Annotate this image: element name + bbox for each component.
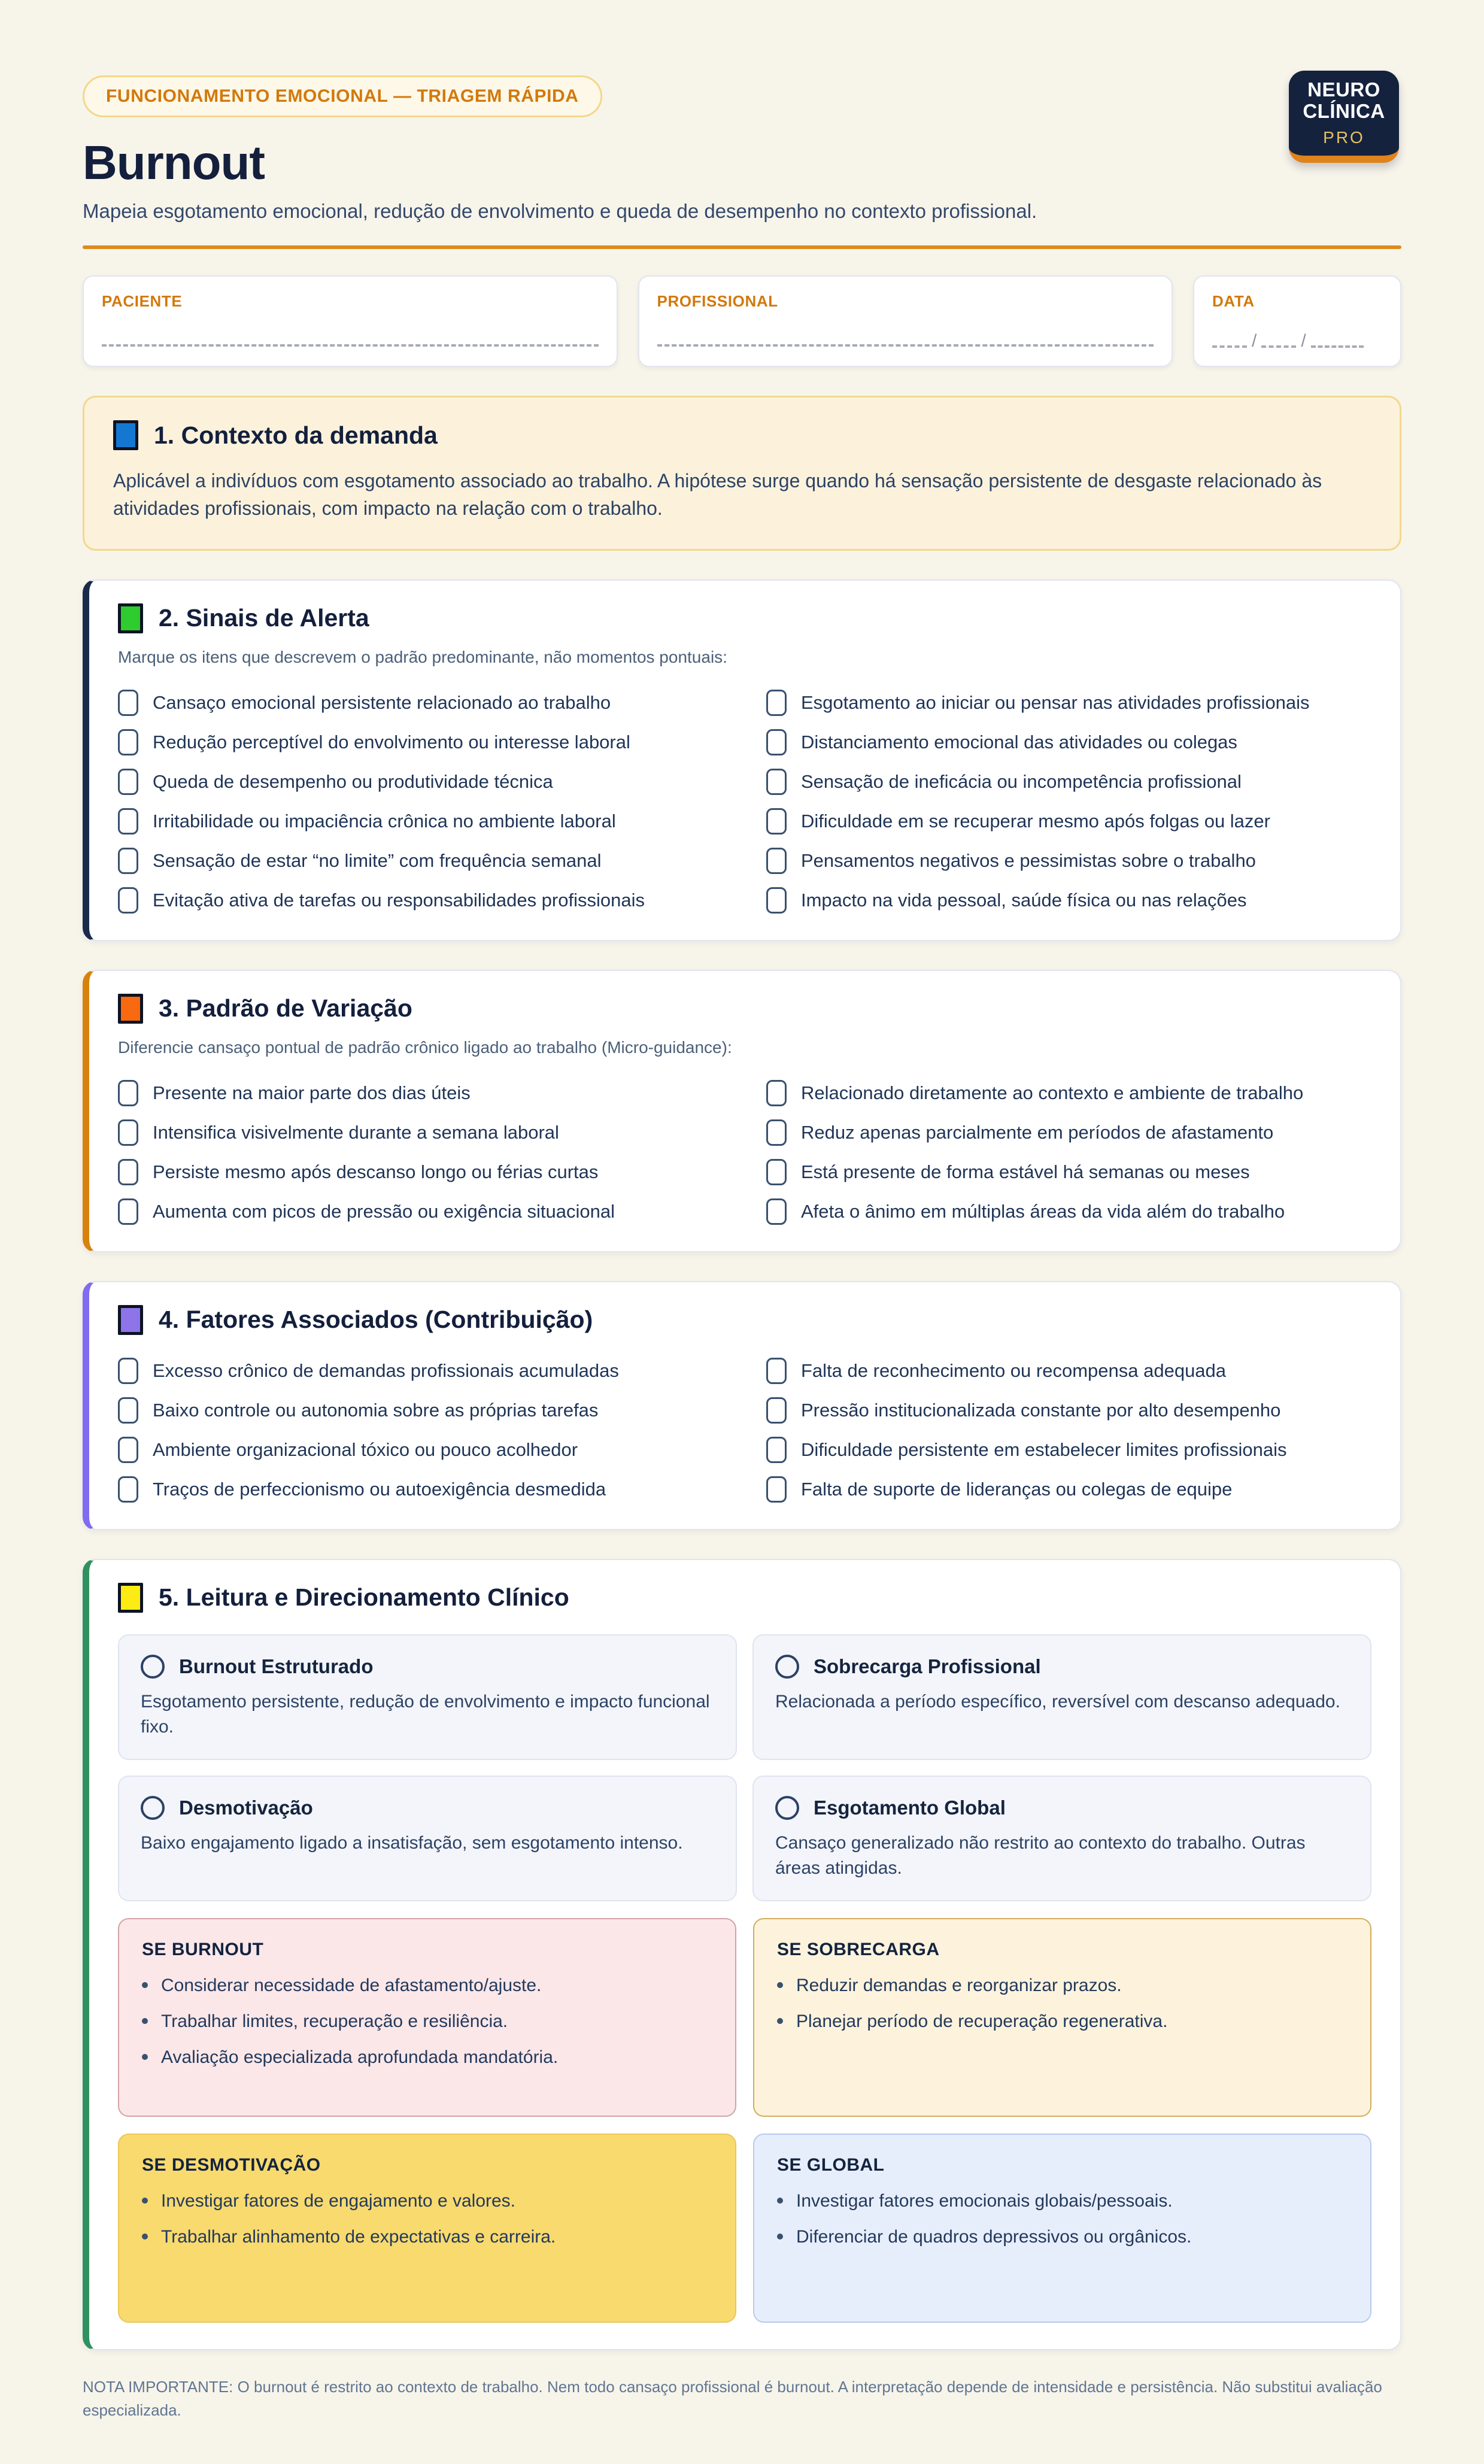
checklist-item[interactable] [118,1358,723,1384]
bullet-item [142,2225,712,2250]
section-clinical-reading [83,1559,1401,2350]
checklist-item-label: Sensação de estar “no limite” com frequência semanal [153,849,602,871]
checkbox[interactable] [118,1159,138,1185]
option-description: Cansaço generalizado não restrito ao contexto do trabalho. Outras áreas atingidas. [775,1832,1306,1878]
checklist-item-label: Dificuldade em se recuperar mesmo após folgas ou lazer [801,810,1270,832]
patient-write-line[interactable] [102,344,599,347]
clinical-options [118,1634,1371,1901]
checklist-item[interactable] [118,769,723,795]
option-header [775,1655,1349,1679]
box-bullet-list [777,2189,1348,2250]
option-title: Esgotamento Global [814,1796,1006,1819]
date-day-segment [1212,329,1247,348]
checklist-item-label: Está presente de forma estável há semanas ou meses [801,1161,1250,1182]
checklist-item-label: Distanciamento emocional das atividades ou colegas [801,731,1237,752]
checklist-item-label: Presente na maior parte dos dias úteis [153,1082,471,1103]
logo-line2: CLÍNICA [1303,100,1385,122]
professional-field-label: PROFISSIONAL [657,292,778,310]
checklist-item[interactable] [766,1198,1371,1225]
checklist-item-label: Irritabilidade ou impaciência crônica no ambiente laboral [153,810,616,832]
box-bullet-list [142,2189,712,2250]
bullet-text: Investigar fatores emocionais globais/pessoais. [796,2190,1173,2211]
checkbox[interactable] [118,808,138,835]
checkbox[interactable] [766,1119,787,1146]
checklist-item-label: Falta de reconhecimento ou recompensa adequada [801,1360,1227,1381]
checklist-item[interactable] [766,1437,1371,1463]
checkbox[interactable] [766,1358,787,1384]
bullet-text: Considerar necessidade de afastamento/ajuste. [161,1975,542,1995]
professional-write-line[interactable] [657,344,1154,347]
checklist-item[interactable] [766,1080,1371,1106]
checklist-item-label: Baixo controle ou autonomia sobre as próprias tarefas [153,1399,599,1421]
date-month-segment [1261,329,1296,348]
patient-field-label: PACIENTE [102,292,183,310]
warning-signs-checklist [118,676,1371,914]
bullet-dot [142,1982,148,1988]
box-se-sobrecarga [753,1918,1371,2117]
section-context-header [113,420,1371,450]
checklist-item[interactable] [118,1080,723,1106]
option-description: Relacionada a período específico, reversível com descanso adequado. [775,1691,1340,1712]
bullet-item [777,1973,1348,1998]
bullet-item [142,2009,712,2034]
checklist-item[interactable] [766,769,1371,795]
blue-square-icon [113,420,138,450]
checkbox[interactable] [766,690,787,716]
checklist-item[interactable] [766,848,1371,874]
bullet-item [777,2009,1348,2034]
date-field-label: DATA [1212,292,1255,310]
section-variation-header [118,994,1371,1024]
section-context-body: Aplicável a indivíduos com esgotamento associado ao trabalho. A hipótese surge quando há sensação persistente de desgaste relacionado às atividades profissionais, com impacto na relação com o trabalho. [113,470,1322,520]
logo-line1: NEURO [1307,78,1380,101]
purple-square-icon [118,1305,143,1335]
checklist-column-right [766,1345,1371,1503]
section-context [83,396,1401,551]
checklist-item-label: Evitação ativa de tarefas ou responsabilidades profissionais [153,889,645,911]
checklist-item[interactable] [118,808,723,835]
section-warning-signs-title: 2. Sinais de Alerta [159,604,369,632]
option-sobrecarga-profissional[interactable] [752,1634,1371,1760]
option-title: Sobrecarga Profissional [814,1655,1041,1677]
radio-button[interactable] [141,1655,165,1679]
checklist-column-left [118,1067,723,1225]
checklist-item-label: Traços de perfeccionismo ou autoexigência desmedida [153,1478,606,1500]
section-variation-pattern [83,970,1401,1252]
option-description: Esgotamento persistente, redução de envolvimento e impacto funcional fixo. [141,1691,710,1737]
section-factors-title: 4. Fatores Associados (Contribuição) [159,1306,593,1334]
checklist-item-label: Falta de suporte de lideranças ou colegas de equipe [801,1478,1233,1500]
checkbox[interactable] [766,887,787,914]
checkbox[interactable] [766,1080,787,1106]
section-variation-guidance: Diferencie cansaço pontual de padrão crônico ligado ao trabalho (Micro-guidance): [118,1037,732,1057]
orange-square-icon [118,994,143,1024]
date-field[interactable] [1193,275,1401,367]
box-bullet-list [142,1973,712,2070]
checklist-column-right [766,1067,1371,1225]
checkbox[interactable] [766,1476,787,1503]
checklist-item-label: Cansaço emocional persistente relacionado ao trabalho [153,691,611,713]
bullet-item [142,2189,712,2214]
checklist-item[interactable] [118,1159,723,1185]
checklist-item-label: Pressão institucionalizada constante por alto desempenho [801,1399,1281,1421]
checkbox[interactable] [118,1198,138,1225]
checklist-item[interactable] [766,1119,1371,1146]
checklist-item-label: Afeta o ânimo em múltiplas áreas da vida além do trabalho [801,1200,1285,1222]
checkbox[interactable] [118,729,138,755]
checklist-item[interactable] [118,729,723,755]
checklist-item[interactable] [766,1476,1371,1503]
option-esgotamento-global[interactable] [752,1776,1371,1901]
option-header [141,1796,714,1820]
patient-field[interactable] [83,275,618,367]
professional-field[interactable] [638,275,1173,367]
section-clinical-header [118,1583,1371,1613]
checklist-item-label: Redução perceptível do envolvimento ou interesse laboral [153,731,630,752]
date-year-segment [1311,329,1364,348]
section-clinical-title: 5. Leitura e Direcionamento Clínico [159,1583,569,1612]
checklist-column-right [766,676,1371,914]
brand-logo [1289,71,1399,163]
guidance-boxes [118,1918,1371,2323]
checklist-item-label: Intensifica visivelmente durante a semana laboral [153,1121,559,1143]
checkbox[interactable] [766,1397,787,1424]
bullet-dot [777,1982,783,1988]
checklist-item[interactable] [118,1437,723,1463]
factors-checklist [118,1345,1371,1503]
checkbox[interactable] [118,1119,138,1146]
option-description: Baixo engajamento ligado a insatisfação, sem esgotamento intenso. [141,1832,683,1853]
section-warning-signs [83,579,1401,941]
bullet-text: Trabalhar alinhamento de expectativas e carreira. [161,2226,556,2247]
box-title: SE SOBRECARGA [777,1939,940,1959]
checkbox[interactable] [118,1397,138,1424]
checklist-item[interactable] [118,887,723,914]
bullet-dot [142,2054,148,2060]
yellow-square-icon [118,1583,143,1613]
checklist-item[interactable] [766,729,1371,755]
date-separator: / [1252,331,1257,351]
bullet-dot [142,2018,148,2024]
checklist-item-label: Queda de desempenho ou produtividade técnica [153,770,553,792]
checkbox[interactable] [766,1198,787,1225]
important-note: NOTA IMPORTANTE: O burnout é restrito ao contexto de trabalho. Nem todo cansaço profissional é burnout. A interpretação depende de intensidade e persistência. Não substitui avaliação especializada. [83,2377,1382,2419]
section-associated-factors [83,1281,1401,1530]
checklist-item-label: Reduz apenas parcialmente em períodos de afastamento [801,1121,1274,1143]
bullet-text: Reduzir demandas e reorganizar prazos. [796,1975,1122,1995]
checklist-item[interactable] [118,1476,723,1503]
identification-row [83,275,1401,367]
bullet-text: Diferenciar de quadros depressivos ou orgânicos. [796,2226,1192,2247]
option-title: Desmotivação [179,1796,313,1819]
section-warning-signs-header [118,603,1371,633]
box-title: SE DESMOTIVAÇÃO [142,2155,321,2175]
logo-pro-tag: PRO [1323,128,1365,147]
checklist-item-label: Ambiente organizacional tóxico ou pouco acolhedor [153,1439,578,1460]
radio-button[interactable] [141,1796,165,1820]
checklist-item[interactable] [118,1397,723,1424]
bullet-item [142,2045,712,2070]
checklist-column-left [118,1345,723,1503]
date-write-line[interactable] [1212,329,1382,351]
checkbox[interactable] [118,1080,138,1106]
checklist-item[interactable] [766,1159,1371,1185]
checkbox[interactable] [118,1358,138,1384]
checklist-item-label: Persiste mesmo após descanso longo ou férias curtas [153,1161,599,1182]
option-header [141,1655,714,1679]
checkbox[interactable] [118,769,138,795]
option-burnout-estruturado[interactable] [118,1634,737,1760]
box-title: SE BURNOUT [142,1939,264,1959]
box-title: SE GLOBAL [777,2155,885,2175]
radio-button[interactable] [775,1796,799,1820]
section-factors-header [118,1305,1371,1335]
checklist-item[interactable] [766,1397,1371,1424]
bullet-dot [777,2198,783,2204]
bullet-dot [142,2198,148,2204]
checklist-item-label: Relacionado diretamente ao contexto e ambiente de trabalho [801,1082,1304,1103]
bullet-dot [142,2234,148,2240]
option-desmotivacao[interactable] [118,1776,737,1901]
section-variation-title: 3. Padrão de Variação [159,994,412,1022]
bullet-text: Investigar fatores de engajamento e valores. [161,2190,516,2211]
option-header [775,1796,1349,1820]
box-bullet-list [777,1973,1348,2034]
orange-divider [83,245,1401,249]
checkbox[interactable] [118,887,138,914]
section-context-title: 1. Contexto da demanda [154,421,438,449]
bullet-text: Trabalhar limites, recuperação e resiliência. [161,2011,508,2031]
category-badge: FUNCIONAMENTO EMOCIONAL — TRIAGEM RÁPIDA [83,75,602,117]
checkbox[interactable] [118,1437,138,1463]
checklist-item[interactable] [766,887,1371,914]
section-warning-signs-guidance: Marque os itens que descrevem o padrão predominante, não momentos pontuais: [118,647,727,666]
radio-button[interactable] [775,1655,799,1679]
bullet-text: Avaliação especializada aprofundada mandatória. [161,2047,559,2067]
checkbox[interactable] [766,848,787,874]
checklist-item[interactable] [766,690,1371,716]
checklist-item[interactable] [766,1358,1371,1384]
checklist-item[interactable] [118,690,723,716]
checklist-item-label: Excesso crônico de demandas profissionais acumuladas [153,1360,619,1381]
box-se-desmotivacao [118,2134,736,2323]
bullet-dot [777,2018,783,2024]
date-separator: / [1301,331,1306,351]
checklist-item-label: Pensamentos negativos e pessimistas sobre o trabalho [801,849,1256,871]
checklist-item-label: Aumenta com picos de pressão ou exigência situacional [153,1200,615,1222]
checklist-item-label: Dificuldade persistente em estabelecer limites profissionais [801,1439,1287,1460]
page-subtitle: Mapeia esgotamento emocional, redução de envolvimento e queda de desempenho no contexto profissional. [83,200,1037,222]
checkbox[interactable] [118,690,138,716]
checkbox[interactable] [766,1437,787,1463]
checkbox[interactable] [766,729,787,755]
variation-checklist [118,1067,1371,1225]
option-title: Burnout Estruturado [179,1655,374,1677]
checklist-item[interactable] [118,1198,723,1225]
bullet-item [777,2189,1348,2214]
checklist-item-label: Sensação de ineficácia ou incompetência profissional [801,770,1242,792]
bullet-text: Planejar período de recuperação regenerativa. [796,2011,1168,2031]
box-se-global [753,2134,1371,2323]
checklist-item[interactable] [118,1119,723,1146]
checkbox[interactable] [118,848,138,874]
checklist-item-label: Esgotamento ao iniciar ou pensar nas atividades profissionais [801,691,1310,713]
checklist-item-label: Impacto na vida pessoal, saúde física ou nas relações [801,889,1247,911]
checklist-column-left [118,676,723,914]
box-se-burnout [118,1918,736,2117]
checklist-item[interactable] [766,808,1371,835]
bullet-dot [777,2234,783,2240]
bullet-item [142,1973,712,1998]
checkbox[interactable] [766,769,787,795]
bullet-item [777,2225,1348,2250]
checkbox[interactable] [118,1476,138,1503]
checkbox[interactable] [766,808,787,835]
page-title: Burnout [83,136,265,189]
green-square-icon [118,603,143,633]
checklist-item[interactable] [118,848,723,874]
checkbox[interactable] [766,1159,787,1185]
